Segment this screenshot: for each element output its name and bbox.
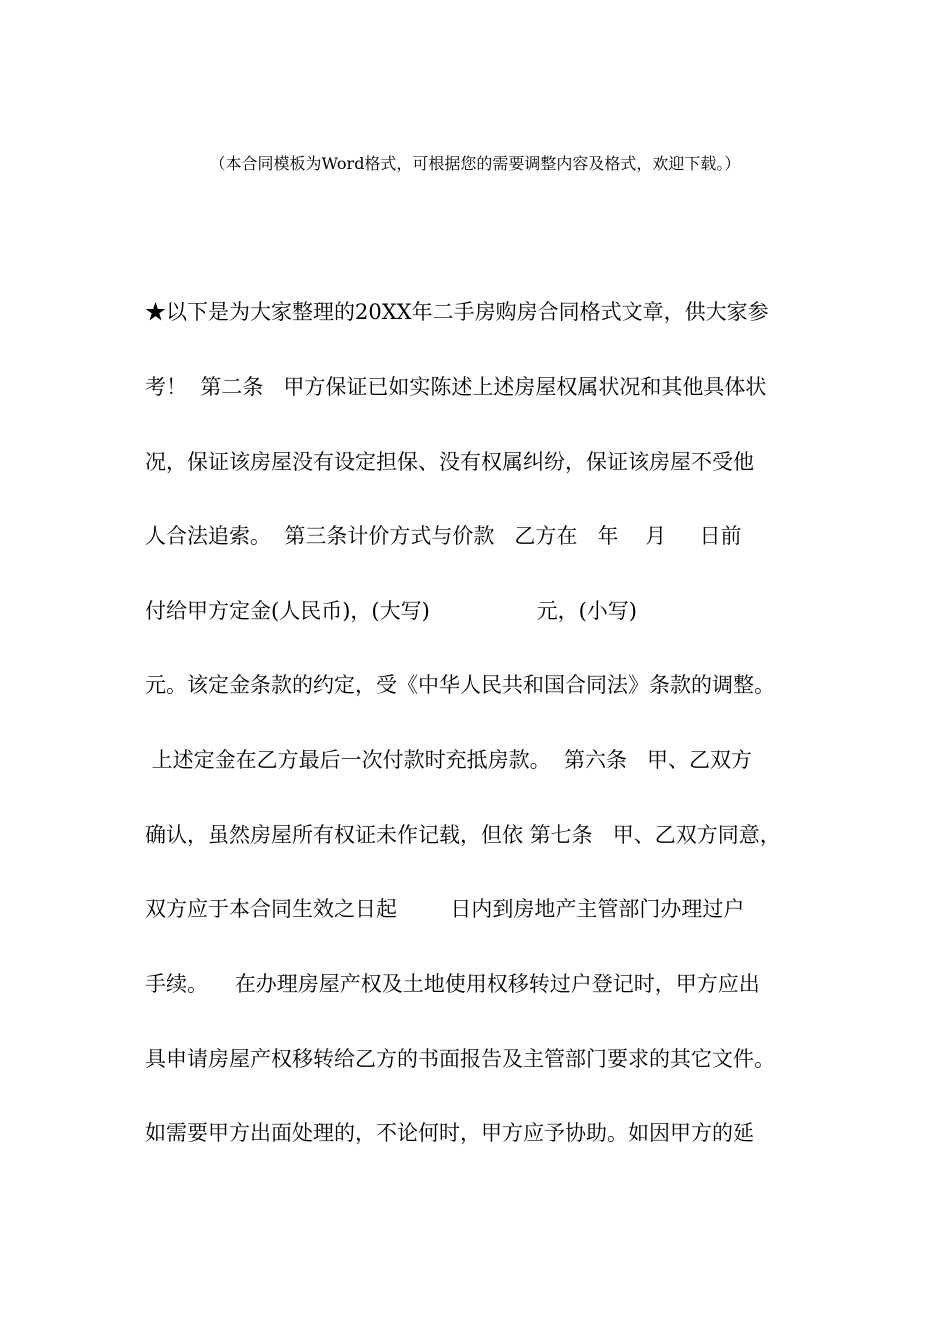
text-line: 况，保证该房屋没有设定担保、没有权属纠纷，保证该房屋不受他	[145, 450, 754, 474]
text-line: 具申请房屋产权移转给乙方的书面报告及主管部门要求的其它文件。	[145, 1047, 775, 1071]
text-line: ★以下是为大家整理的20XX年二手房购房合同格式文章，供大家参	[145, 300, 769, 324]
text-line: 付给甲方定金(人民币)，(大写) 元，(小写)	[145, 599, 637, 623]
text-line: 确认，虽然房屋所有权证未作记载，但依 第七条 甲、乙双方同意，	[145, 823, 781, 847]
text-line: 双方应于本合同生效之日起 日内到房地产主管部门办理过户	[145, 897, 745, 921]
text-line: 上述定金在乙方最后一次付款时充抵房款。 第六条 甲、乙双方	[145, 748, 753, 772]
text-line: 手续。 在办理房屋产权及土地使用权移转过户登记时，甲方应出	[145, 972, 760, 996]
text-line: 人合法追索。 第三条计价方式与价款 乙方在 年 月 日前	[145, 524, 742, 548]
template-note: （本合同模板为Word格式，可根据您的需要调整内容及格式，欢迎下载。）	[209, 154, 741, 173]
text-line: 元。该定金条款的约定，受《中华人民共和国合同法》条款的调整。	[145, 673, 775, 697]
text-line: 考！ 第二条 甲方保证已如实陈述上述房屋权属状况和其他具体状	[145, 375, 767, 399]
text-line: 如需要甲方出面处理的，不论何时，甲方应予协助。如因甲方的延	[145, 1121, 754, 1145]
